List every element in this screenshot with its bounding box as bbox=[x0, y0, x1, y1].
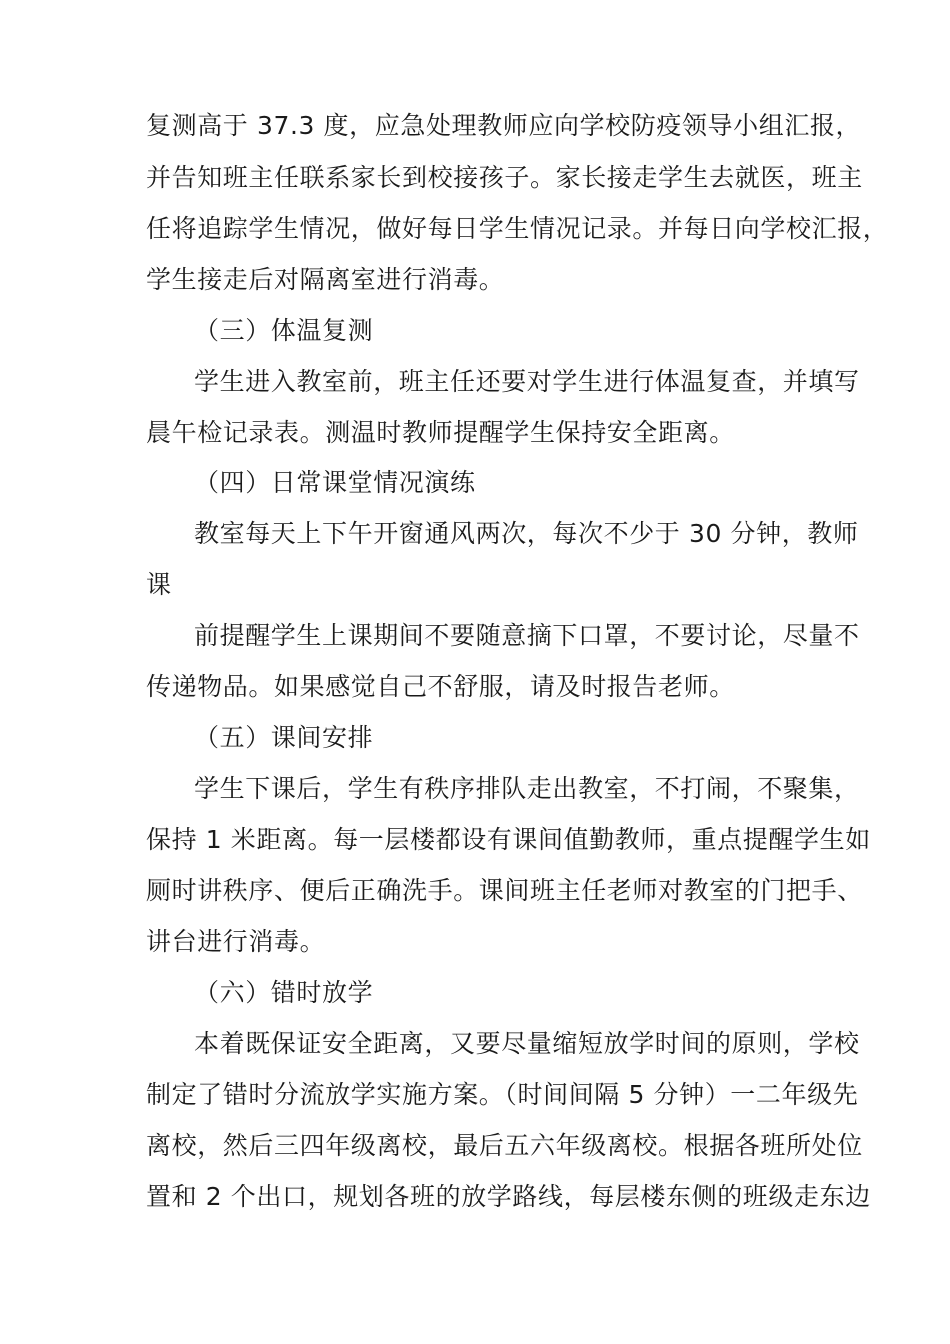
text-line: 并告知班主任联系家长到校接孩子。家长接走学生去就医，班主 bbox=[146, 163, 863, 192]
text-line: 复测高于 37.3 度，应急处理教师应向学校防疫领导小组汇报， bbox=[146, 111, 862, 140]
text-line: 离校，然后三四年级离校，最后五六年级离校。根据各班所处位 bbox=[146, 1131, 863, 1160]
section-heading: （四）日常课堂情况演练 bbox=[194, 468, 476, 497]
text-line: 学生接走后对隔离室进行消毒。 bbox=[146, 265, 505, 294]
section-heading: （三）体温复测 bbox=[194, 316, 374, 345]
text-line: 讲台进行消毒。 bbox=[146, 927, 326, 956]
text-line: 前提醒学生上课期间不要随意摘下口罩，不要讨论，尽量不 bbox=[194, 621, 860, 650]
text-line: 任将追踪学生情况，做好每日学生情况记录。并每日向学校汇报， bbox=[146, 214, 889, 243]
section-heading: （六）错时放学 bbox=[194, 978, 374, 1007]
text-line: 保持 1 米距离。每一层楼都设有课间值勤教师，重点提醒学生如 bbox=[146, 825, 871, 854]
text-line: 置和 2 个出口，规划各班的放学路线，每层楼东侧的班级走东边 bbox=[146, 1182, 871, 1211]
text-line: 学生下课后，学生有秩序排队走出教室，不打闹，不聚集， bbox=[194, 774, 860, 803]
text-line: 厕时讲秩序、便后正确洗手。课间班主任老师对教室的门把手、 bbox=[146, 876, 863, 905]
text-line: 制定了错时分流放学实施方案。（时间间隔 5 分钟）一二年级先 bbox=[146, 1080, 859, 1109]
text-line: 学生进入教室前，班主任还要对学生进行体温复查，并填写 bbox=[194, 367, 860, 396]
text-line: 传递物品。如果感觉自己不舒服，请及时报告老师。 bbox=[146, 672, 735, 701]
text-line: 本着既保证安全距离，又要尽量缩短放学时间的原则，学校 bbox=[194, 1029, 860, 1058]
text-line: 课 bbox=[146, 570, 172, 599]
text-line: 晨午检记录表。测温时教师提醒学生保持安全距离。 bbox=[146, 418, 735, 447]
text-line: 教室每天上下午开窗通风两次，每次不少于 30 分钟，教师 bbox=[194, 519, 859, 548]
section-heading: （五）课间安排 bbox=[194, 723, 374, 752]
